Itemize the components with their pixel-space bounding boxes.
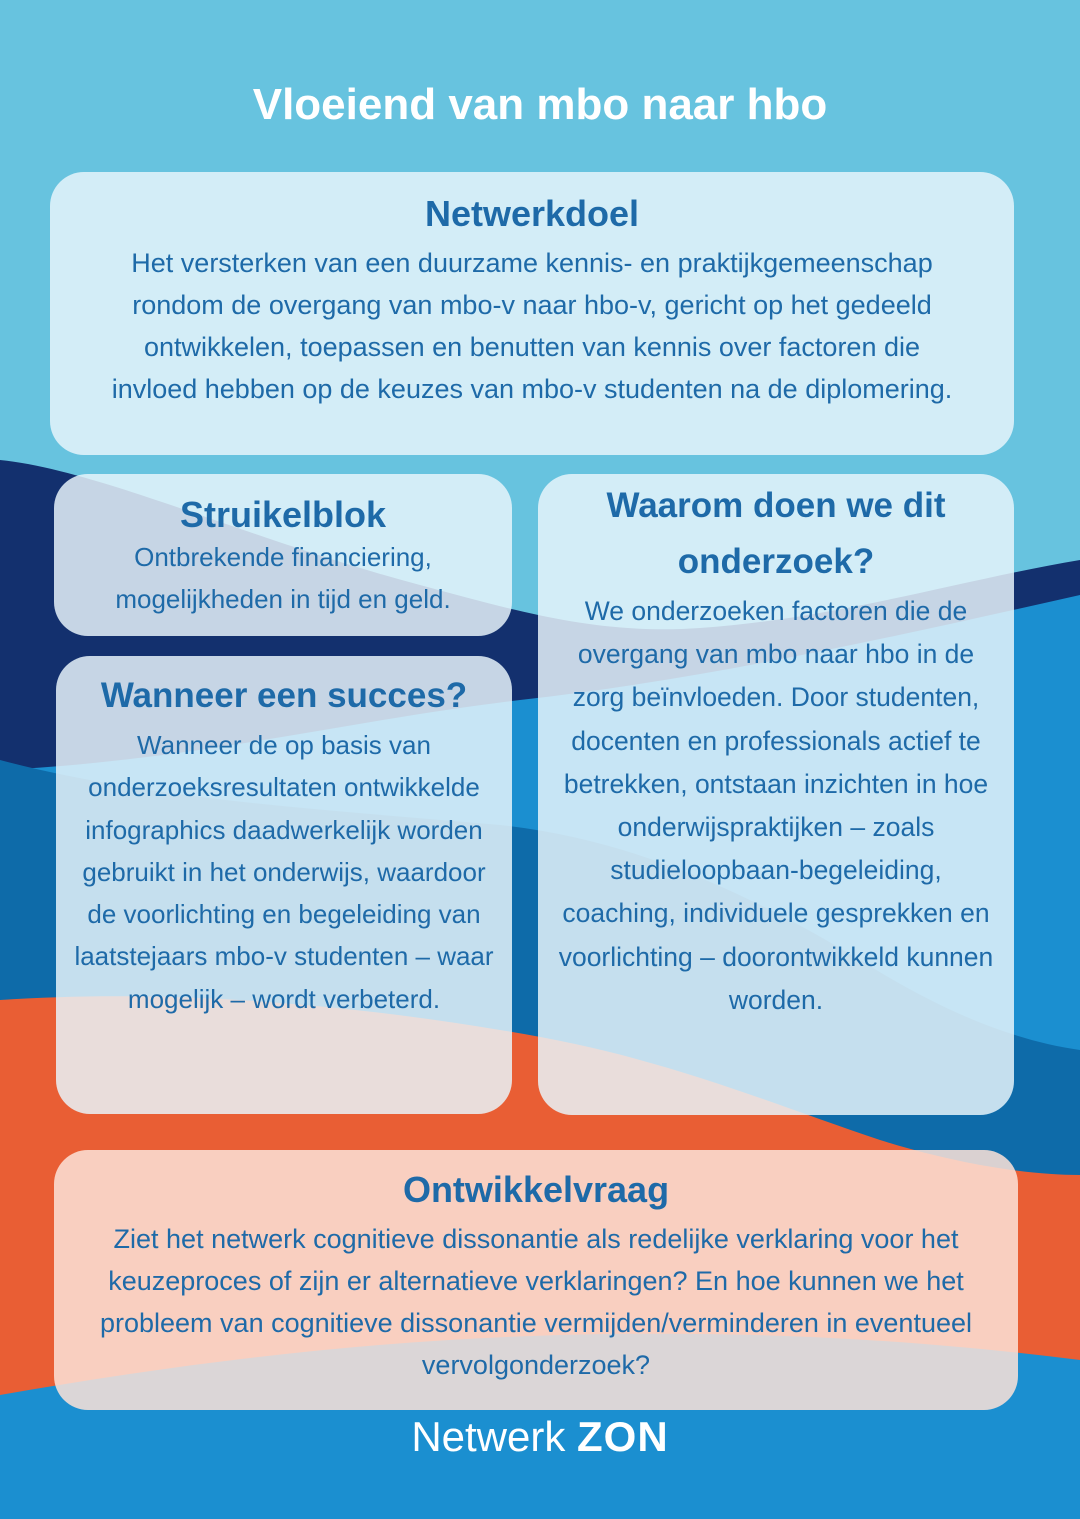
ontwikkelvraag-body: Ziet het netwerk cognitieve dissonantie als redelijke verklaring voor het keuzeproces of zijn er alternatieve verklaringen? En hoe kunnen we het probleem van cognitieve dissonantie vermijden/verminderen in eventueel vervolgonderzoek? (99, 1224, 972, 1380)
logo-brand: ZON (577, 1413, 669, 1460)
waarom-heading: Waarom doen we dit onderzoek? (606, 486, 946, 581)
page-title: Vloeiend van mbo naar hbo (252, 80, 828, 129)
succes-heading: Wanneer een succes? (100, 676, 468, 715)
ontwikkelvraag-card (54, 1150, 1018, 1410)
waarom-body: We onderzoeken factoren die de overgang van mbo naar hbo in de zorg beïnvloeden. Door studenten, docenten en professionals actief te betrekken, ontstaan inzichten in hoe onderwijspraktijken – zoals studieloopbaan-begeleiding, coaching, individuele gesprekken en voorlichting – doorontwikkeld kunnen worden. (558, 596, 994, 1015)
netwerkdoel-body: Het versterken van een duurzame kennis- en praktijkgemeenschap rondom de overgang van mbo-v naar hbo-v, gericht op het gedeeld ontwikkelen, toepassen en benutten van kennis over factoren die invloed hebben op de keuzes van mbo-v studenten na de diplomering. (111, 248, 953, 404)
succes-card (56, 656, 512, 1114)
succes-body: Wanneer de op basis van onderzoeksresultaten ontwikkelde infographics daadwerkelijk worden gebruikt in het onderwijs, waardoor de voorlichting en begeleiding van laatstejaars mbo-v studenten – waar mogelijk – wordt verbeterd. (74, 730, 494, 1014)
struikelblok-body: Ontbrekende financiering, mogelijkheden in tijd en geld. (115, 542, 451, 614)
struikelblok-card (54, 474, 512, 636)
netwerkdoel-card (50, 172, 1014, 455)
netwerkdoel-heading: Netwerkdoel (424, 193, 640, 234)
logo-prefix: Netwerk (411, 1413, 566, 1460)
struikelblok-heading: Struikelblok (179, 494, 387, 535)
ontwikkelvraag-heading: Ontwikkelvraag (402, 1169, 670, 1210)
waarom-card (538, 474, 1014, 1115)
netwerk-zon-logo (0, 1413, 1080, 1461)
